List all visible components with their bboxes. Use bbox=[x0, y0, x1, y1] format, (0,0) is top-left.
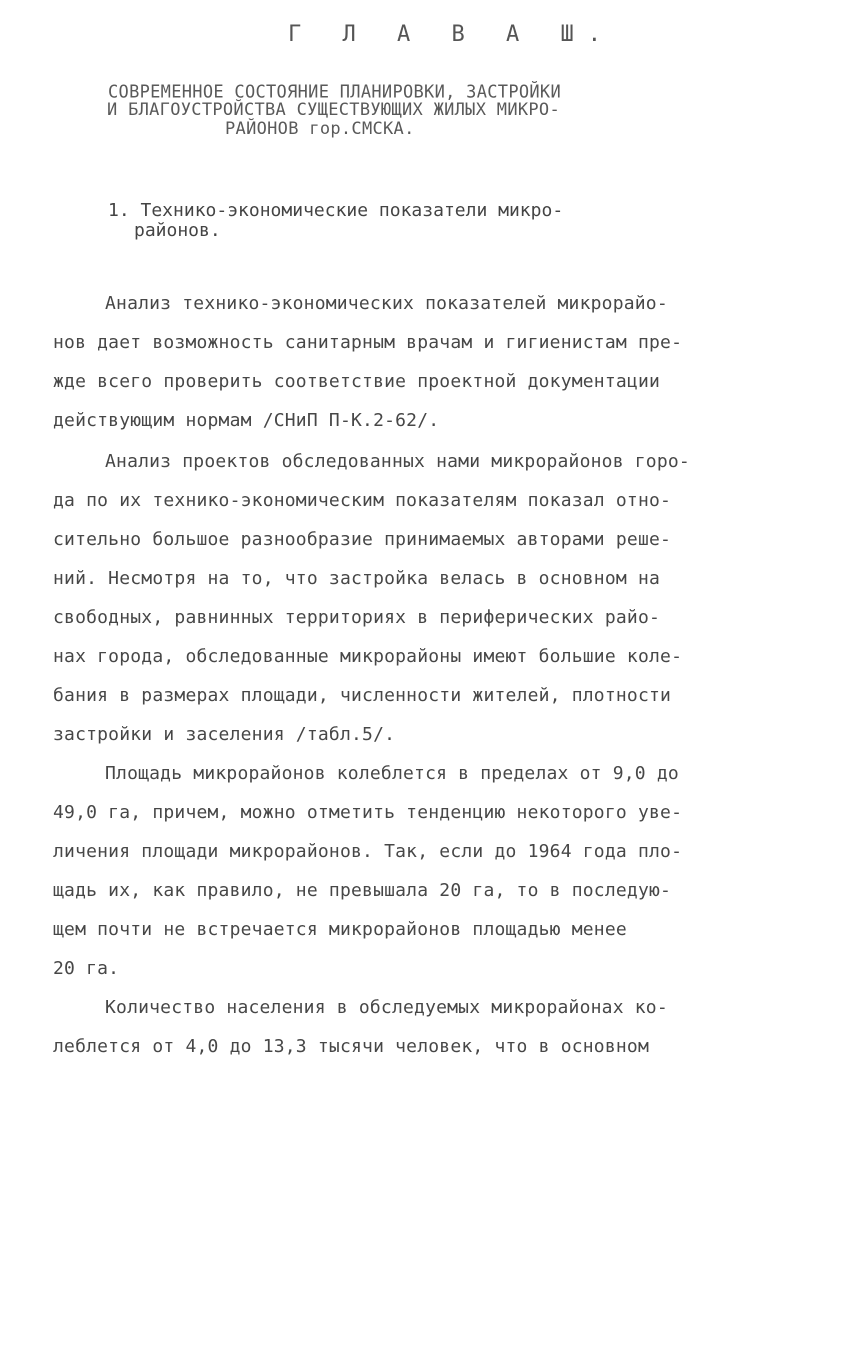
chapter-title-line-3: РАЙОНОВ гор.СМСКА. bbox=[225, 119, 415, 139]
chapter-title-line-2: И БЛАГОУСТРОЙСТВА СУЩЕСТВУЮЩИХ ЖИЛЫХ МИКРО- bbox=[107, 100, 560, 120]
body-line: Анализ технико-экономических показателей микрорайо- bbox=[105, 293, 668, 314]
body-line: щем почти не встречается микрорайонов площадью менее bbox=[53, 919, 627, 940]
chapter-heading: Г Л А В А Ш. bbox=[288, 22, 615, 47]
body-line: да по их технико-экономическим показателям показал отно- bbox=[53, 490, 672, 511]
section-heading-line-1: 1. Технико-экономические показатели микро- bbox=[108, 200, 564, 221]
body-line: щадь их, как правило, не превышала 20 га, то в последую- bbox=[53, 880, 672, 901]
body-line: действующим нормам /СНиП П-К.2-62/. bbox=[53, 410, 440, 431]
body-line: свободных, равнинных территориях в периферических райо- bbox=[53, 607, 661, 628]
body-line: 20 га. bbox=[53, 958, 120, 979]
body-line: 49,0 га, причем, можно отметить тенденцию некоторого уве- bbox=[53, 802, 683, 823]
body-line: жде всего проверить соответствие проектной документации bbox=[53, 371, 661, 392]
body-line: ний. Несмотря на то, что застройка велась в основном на bbox=[53, 568, 661, 589]
body-line: бания в размерах площади, численности жителей, плотности bbox=[53, 685, 672, 706]
body-line: леблется от 4,0 до 13,3 тысячи человек, что в основном bbox=[53, 1036, 649, 1057]
section-heading-line-2: районов. bbox=[134, 220, 221, 241]
chapter-title-line-1: СОВРЕМЕННОЕ СОСТОЯНИЕ ПЛАНИРОВКИ, ЗАСТРОЙКИ bbox=[108, 81, 561, 103]
body-line: Количество населения в обследуемых микрорайонах ко- bbox=[105, 997, 668, 1018]
body-line: нах города, обследованные микрорайоны имеют большие коле- bbox=[53, 646, 683, 667]
body-line: застройки и заселения /табл.5/. bbox=[53, 724, 396, 745]
body-line: Анализ проектов обследованных нами микрорайонов горо- bbox=[105, 451, 690, 472]
body-line: нов дает возможность санитарным врачам и гигиенистам пре- bbox=[53, 332, 683, 353]
body-line: личения площади микрорайонов. Так, если до 1964 года пло- bbox=[53, 841, 683, 862]
body-line: Площадь микрорайонов колеблется в пределах от 9,0 до bbox=[105, 763, 679, 784]
body-line: сительно большое разнообразие принимаемых авторами реше- bbox=[53, 529, 672, 550]
